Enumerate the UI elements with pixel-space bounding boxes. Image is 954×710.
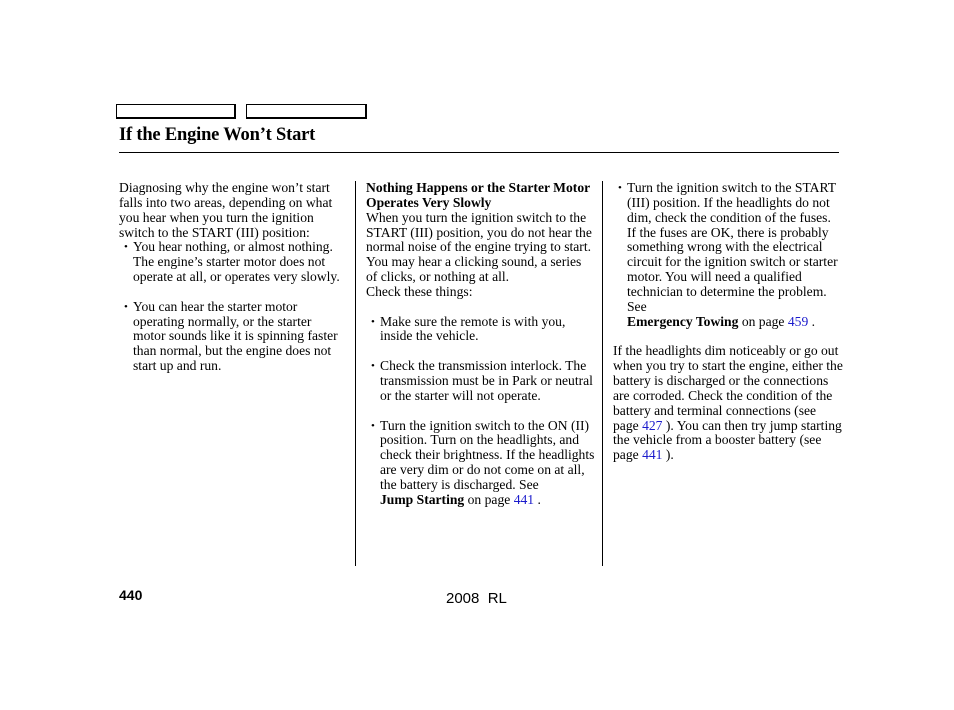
nav-button-prev[interactable] [116,104,236,119]
column-divider [355,181,356,566]
column-2 [366,181,596,508]
paragraph: If the headlights dim noticeably or go out when you try to start the engine, either the battery is discharged or the connections are corroded. Check the condition of the battery and terminal connections (see page 427 ). You can then try jump starting the vehicle from a booster battery (see page 441 ). [613,343,843,463]
cross-reference: Jump Starting [380,491,465,507]
intro-paragraph: Diagnosing why the engine won’t start falls into two areas, depending on what you hear when you turn the ignition switch to the START (III) position: [119,180,333,240]
page-link[interactable]: 441 [513,491,535,507]
section-heading: Nothing Happens or the Starter Motor Operates Very Slowly [366,180,590,210]
column-divider [602,181,603,566]
nav-button-next[interactable] [246,104,367,119]
title-divider [119,152,839,153]
footer-model: 2008 RL [446,590,507,607]
page-link[interactable]: 427 [642,417,663,433]
list-item: • You can hear the starter motor operating normally, or the starter motor sounds like it is spinning faster than normal, but the engine does not start up and run. [119,300,345,374]
cross-reference: Emergency Towing [627,313,739,329]
page-link[interactable]: 459 [787,313,809,329]
page-link[interactable]: 441 [642,447,663,463]
page-title: If the Engine Won’t Start [119,125,316,145]
list-item: • Check the transmission interlock. The transmission must be in Park or neutral or the starter will not operate. [366,359,596,404]
list-item: • Turn the ignition switch to the ON (II) position. Turn on the headlights, and check their brightness. If the headlights are very dim or do not come on at all, the battery is discharged. See Jump Starting on page 441 . [366,419,596,508]
column-1 [119,181,345,374]
page-number: 440 [119,587,143,603]
list-item: • Turn the ignition switch to the START (III) position. If the headlights do not dim, check the condition of the fuses. If the fuses are OK, there is probably something wrong with the electrical circuit for the ignition switch or starter motor. You will need a qualified technician to determine the problem. See Emergency Towing on page 459 . [613,181,843,329]
paragraph: Check these things: [366,283,473,299]
list-item: • Make sure the remote is with you, inside the vehicle. [366,315,596,345]
list-item: • You hear nothing, or almost nothing. The engine’s starter motor does not operate at all, or operates very slowly. [119,240,345,285]
paragraph: When you turn the ignition switch to the START (III) position, you do not hear the normal noise of the engine trying to start. You may hear a clicking sound, a series of clicks, or nothing at all. [366,209,592,285]
column-3 [613,181,843,463]
